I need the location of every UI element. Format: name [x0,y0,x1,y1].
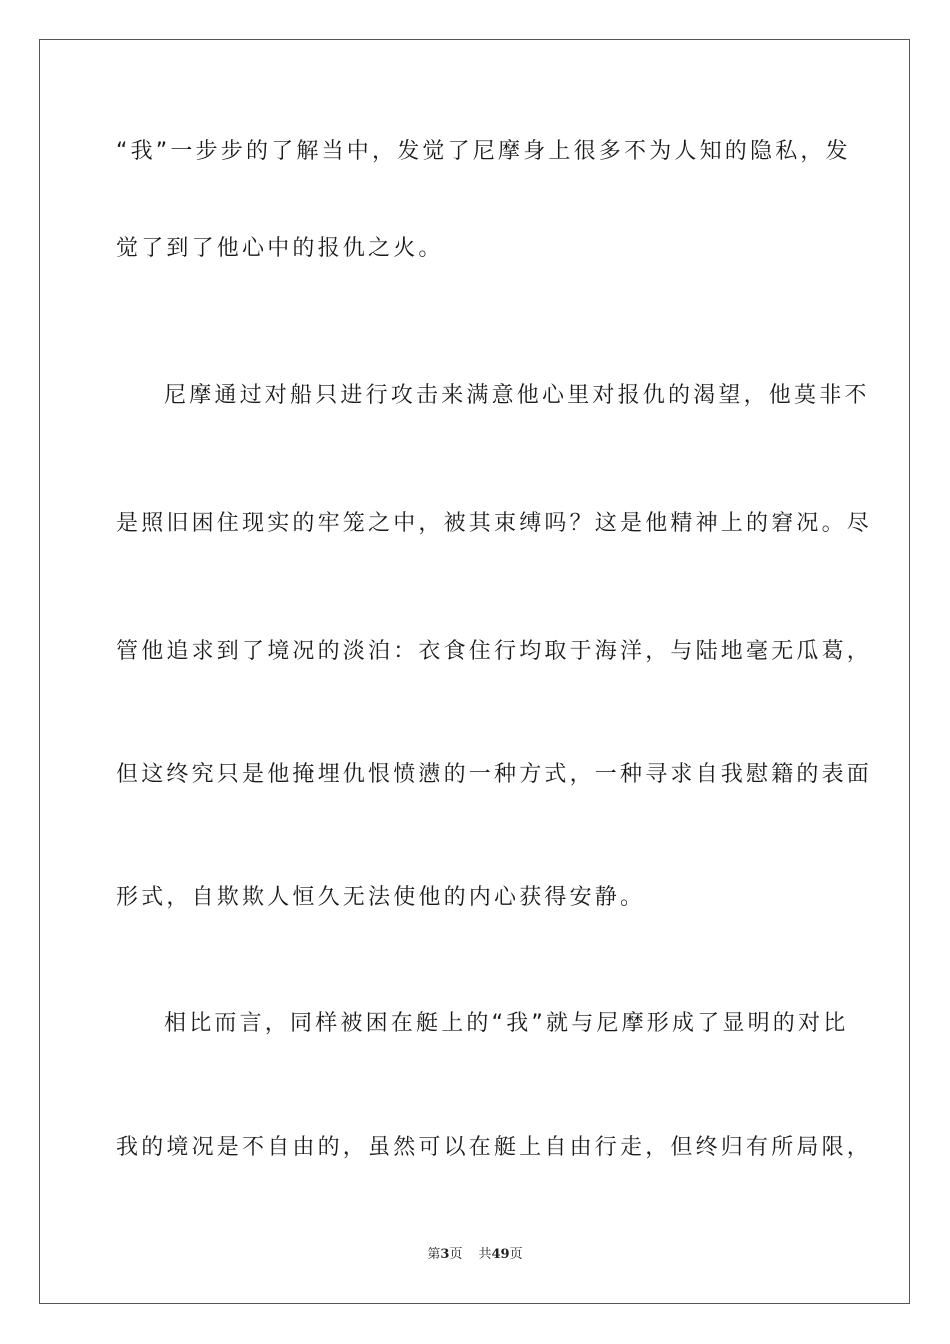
total-label-suffix: 页 [509,1247,523,1262]
text-line: 是照旧困住现实的牢笼之中，被其束缚吗？这是他精神上的窘况。尽 [116,511,873,536]
text-line: 形式，自欺欺人恒久无法使他的内心获得安静。 [116,885,646,910]
page-footer [0,1246,950,1264]
paragraph-first-line: 尼摩通过对船只进行攻击来满意他心里对报仇的渴望，他莫非不 [164,383,870,408]
total-page-count: 49 [491,1247,510,1262]
total-label-prefix: 共 [478,1247,492,1262]
text-line: 但这终究只是他掩埋仇恨愤懑的一种方式，一种寻求自我慰籍的表面 [116,762,873,787]
page-border [39,39,910,1304]
text-line: “我”一步步的了解当中，发觉了尼摩身上很多不为人知的隐私，发 [116,139,851,164]
text-line: 觉了到了他心中的报仇之火。 [116,236,444,261]
page-label-prefix: 第 [427,1247,441,1262]
paragraph-first-line: 相比而言，同样被困在艇上的“我”就与尼摩形成了显明的对比 [164,1011,849,1036]
text-line: 我的境况是不自由的，虽然可以在艇上自由行走，但终归有所局限， [116,1135,873,1160]
current-page-number: 3 [440,1247,450,1262]
text-line: 管他追求到了境况的淡泊：衣食住行均取于海洋，与陆地毫无瓜葛， [116,639,873,664]
page-label-suffix: 页 [449,1247,463,1262]
